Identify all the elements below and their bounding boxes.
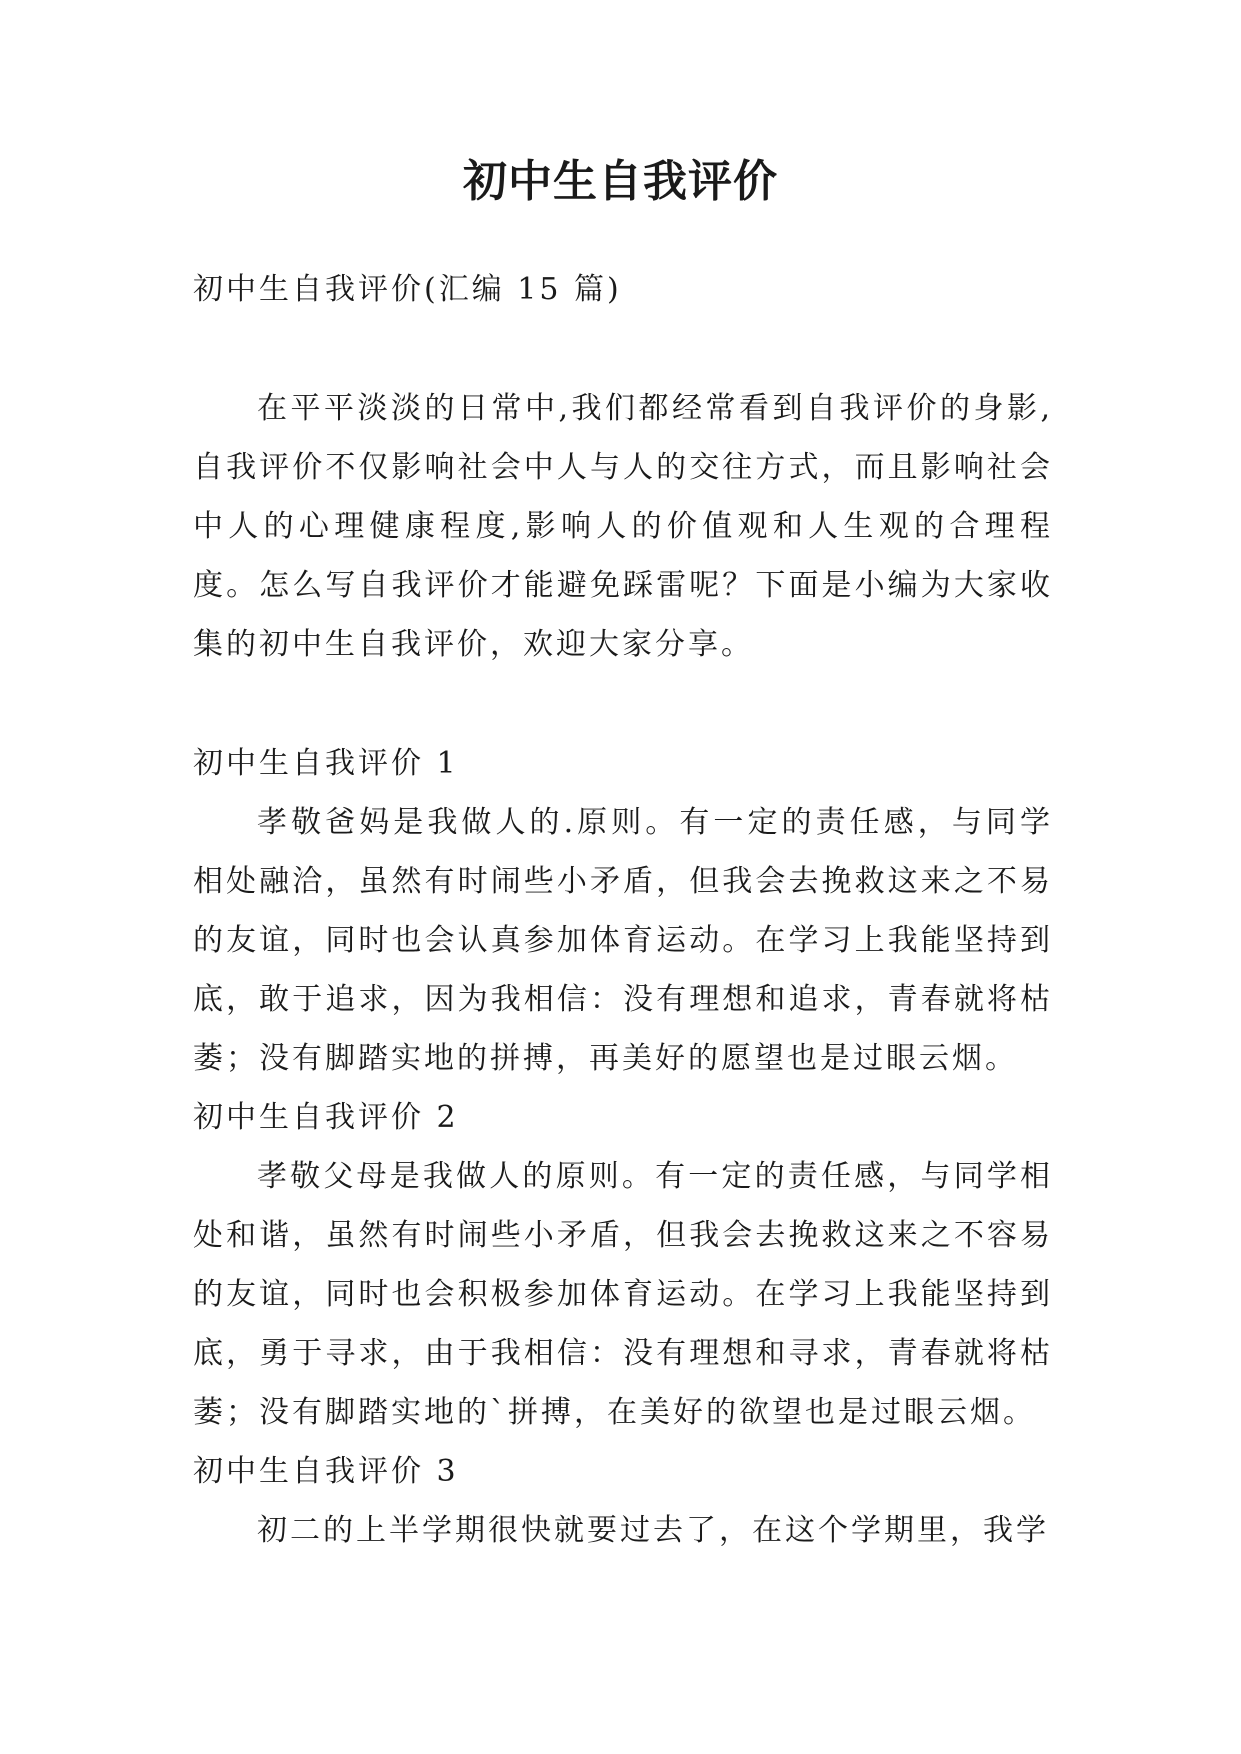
document-subtitle: 初中生自我评价(汇编 15 篇) [193,272,622,307]
section-heading-1: 初中生自我评价 1 [193,746,459,781]
intro-paragraph: 在平平淡淡的日常中,我们都经常看到自我评价的身影,自我评价不仅影响社会中人与人的交往方式，而且影响社会中人的心理健康程度,影响人的价值观和人生观的合理程度。怎么写自我评价才能避免踩雷呢？下面是小编为大家收集的初中生自我评价，欢迎大家分享。 [193,391,1053,662]
section-paragraph-3: 初二的上半学期很快就要过去了，在这个学期里，我学 [257,1513,1049,1548]
section-paragraph-1: 孝敬爸妈是我做人的.原则。有一定的责任感，与同学相处融洽，虽然有时闹些小矛盾，但我会去挽救这来之不易的友谊，同时也会认真参加体育运动。在学习上我能坚持到底，敢于追求，因为我相信：没有理想和追求，青春就将枯萎；没有脚踏实地的拼搏，再美好的愿望也是过眼云烟。 [193,805,1053,1076]
section-heading-2: 初中生自我评价 2 [193,1100,459,1135]
section-paragraph-2: 孝敬父母是我做人的原则。有一定的责任感，与同学相处和谐，虽然有时闹些小矛盾，但我会去挽救这来之不容易的友谊，同时也会积极参加体育运动。在学习上我能坚持到底，勇于寻求，由于我相信：没有理想和寻求，青春就将枯萎；没有脚踏实地的`拼搏，在美好的欲望也是过眼云烟。 [193,1159,1053,1430]
document-title: 初中生自我评价 [463,156,778,207]
section-heading-3: 初中生自我评价 3 [193,1454,459,1489]
document-body [193,260,1053,1560]
